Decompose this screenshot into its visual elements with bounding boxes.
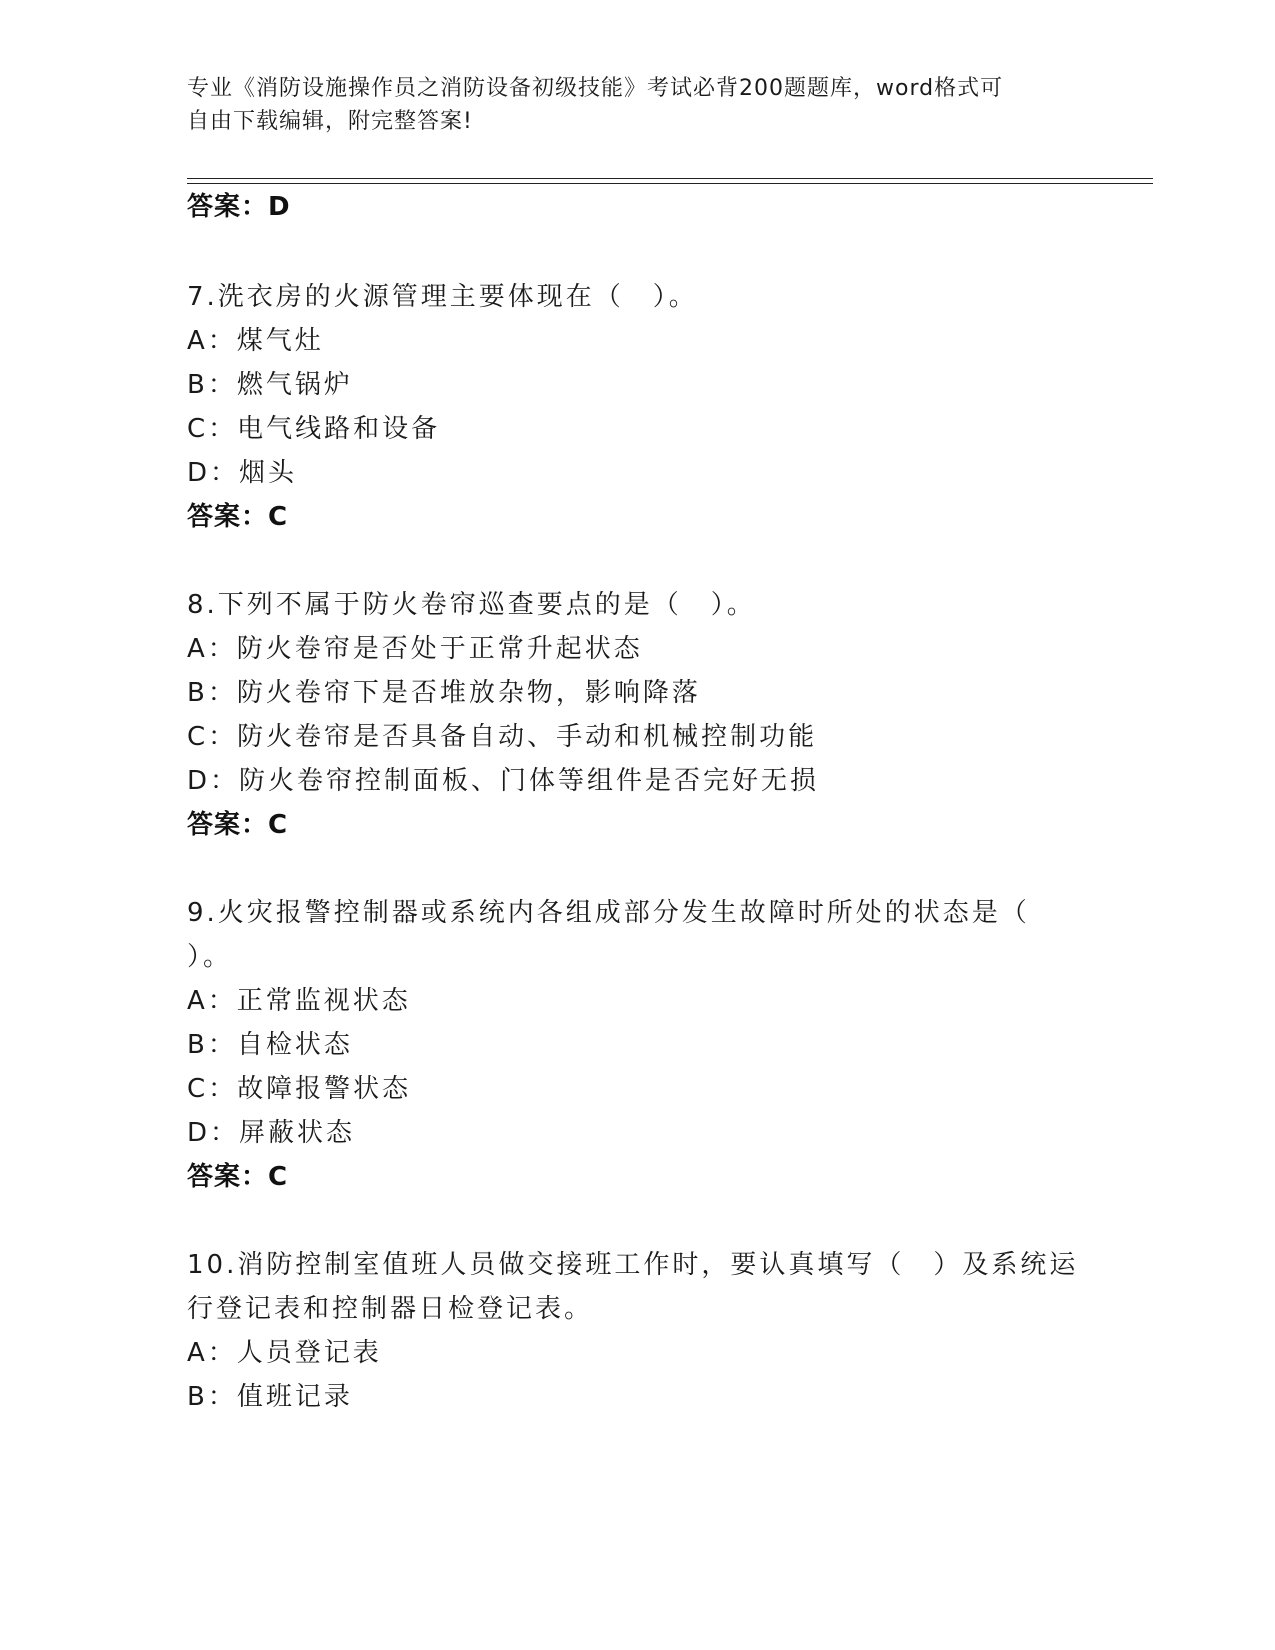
header-line-2: 自由下载编辑，附完整答案! — [187, 109, 473, 134]
question-8-option-d: D：防火卷帘控制面板、门体等组件是否完好无损 — [187, 766, 820, 796]
question-8-option-a: A：防火卷帘是否处于正常升起状态 — [187, 634, 643, 664]
question-9-stem-line-1: 9.火灾报警控制器或系统内各组成部分发生故障时所处的状态是（ — [187, 898, 1030, 928]
question-8-option-c: C：防火卷帘是否具备自动、手动和机械控制功能 — [187, 722, 818, 752]
answer-previous: 答案：D — [187, 192, 291, 222]
question-7-stem: 7.洗衣房的火源管理主要体现在（ ）。 — [187, 282, 698, 312]
page-header — [187, 72, 1067, 138]
question-8-option-b: B：防火卷帘下是否堆放杂物，影响降落 — [187, 678, 701, 708]
question-7-option-c: C：电气线路和设备 — [187, 414, 441, 444]
question-9-option-b: B：自检状态 — [187, 1030, 353, 1060]
question-10-option-b: B：值班记录 — [187, 1382, 353, 1412]
question-10-stem-line-1: 10.消防控制室值班人员做交接班工作时，要认真填写（ ）及系统运 — [187, 1250, 1079, 1280]
question-9-option-a: A：正常监视状态 — [187, 986, 411, 1016]
header-divider-top — [187, 178, 1153, 179]
question-9-answer: 答案：C — [187, 1162, 289, 1192]
question-8-answer: 答案：C — [187, 810, 289, 840]
question-9-stem-line-2: ）。 — [187, 942, 233, 972]
question-7-option-b: B：燃气锅炉 — [187, 370, 353, 400]
header-divider-bottom — [187, 183, 1153, 184]
question-10-option-a: A：人员登记表 — [187, 1338, 382, 1368]
question-10-stem-line-2: 行登记表和控制器日检登记表。 — [187, 1294, 594, 1324]
question-8-stem: 8.下列不属于防火卷帘巡查要点的是（ ）。 — [187, 590, 756, 620]
question-7-answer: 答案：C — [187, 502, 289, 532]
header-line-1: 专业《消防设施操作员之消防设备初级技能》考试必背200题题库，word格式可 — [187, 76, 1004, 101]
question-9-option-c: C：故障报警状态 — [187, 1074, 412, 1104]
question-7-option-a: A：煤气灶 — [187, 326, 324, 356]
question-9-option-d: D：屏蔽状态 — [187, 1118, 356, 1148]
question-7-option-d: D：烟头 — [187, 458, 298, 488]
